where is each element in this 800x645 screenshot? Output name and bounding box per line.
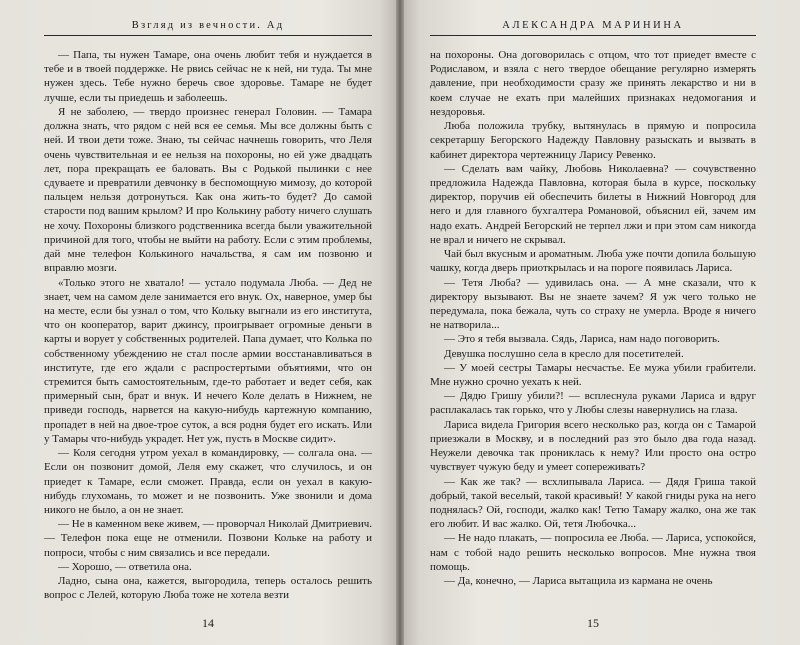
paragraph: «Только этого не хватало! — устало подумала Люба. — Дед не знает, чем на самом деле занимается его внук. Ох, наверное, умер бы на месте, если бы узнал о том, что Кольку выгнали из его института, что он кооператор, варит джинсу, проигрывает огромные деньги в карты и ворует у собственных родителей. Папа думает, что Колька по собственному убеждению не стал после армии восстанавливаться в институте, где его ждали с распростертыми объятиями, что он стремится быть самостоятельным, где-то работает и ведет себя, как примерный сын, брат и внук. И нечего Коле делать в Нижнем, не приведи господь, нарвется на какую-нибудь картежную компанию, пропадет в ней на двое-трое суток, а вся родня будет его искать. Или у Тамары что-нибудь украдет. Нет уж, пусть в Москве сидит».	[44, 276, 372, 445]
paragraph: Девушка послушно села в кресло для посетителей.	[444, 347, 684, 360]
paragraph: Ладно, сына она, кажется, выгородила, теперь осталось решить вопрос с Лелей, которую Люба тоже не хотела везти	[44, 575, 372, 602]
left-page-text	[44, 48, 372, 603]
right-running-header: АЛЕКСАНДРА МАРИНИНА	[430, 20, 756, 36]
paragraph: — Как же так? — всхлипывала Лариса. — Дядя Гриша такой добрый, такой веселый, такой красивый! У какой гниды рука на него поднялась? Ой, господи, жалко как! Тетю Тамару жалко, она же так его любит. И вас жалко. Ой, тетя Любочка...	[430, 475, 756, 531]
paragraph: — Сделать вам чайку, Любовь Николаевна? — сочувственно предложила Надежда Павловна, которая была в курсе, поскольку директор, поручив ей обеспечить билеты в Нижний Новгород для него и для главного бухгалтера Романовой, объяснил ей, зачем им надо ехать. Андрей Бегорский не терпел лжи и при этом сам никогда не врал и ничего не скрывал.	[430, 162, 756, 246]
paragraph: на похороны. Она договорилась с отцом, что тот приедет вместе с Родиславом, и взяла с него твердое обещание регулярно измерять давление, при необходимости сразу же принять лекарство и ни в коем случае не ехать при малейших признаках недомогания и нездоровья.	[430, 49, 756, 118]
paragraph: — Хорошо, — ответила она.	[58, 560, 192, 573]
paragraph: — Дядю Гришу убили?! — всплеснула руками Лариса и вдруг расплакалась так горько, что у Любы слезы навернулись на глаза.	[430, 390, 756, 417]
right-page	[400, 0, 800, 645]
left-page-number: 14	[202, 616, 214, 630]
paragraph: Я не заболею, — твердо произнес генерал Головин. — Тамара должна знать, что рядом с ней вся ее семья. Мы все должны быть с ней. И твои дети тоже. Знаю, ты сейчас начнешь говорить, что Леля очень чувствительная и ее нельзя на похороны, но ей уже двадцать лет, пора прекращать ее баловать. Вы с Родькой пылинки с нее сдуваете и превратили девчонку в беспомощную мимозу, до которой пальцем нельзя дотронуться. Как она жить-то будет? До самой старости под вашим крылом? И про Колькину работу ничего слушать не хочу. Похороны близкого родственника всегда были уважительной причиной для того, чтобы не выйти на работу. Если с этим проблемы, дай мне телефон Колькиного начальства, я сам им позвоню и вправлю мозги.	[44, 105, 372, 275]
paragraph: Люба положила трубку, вытянулась в прямую и попросила секретаршу Бегорского Надежду Павловну разыскать и вызвать в кабинет директора чертежницу Ларису Ревенко.	[430, 120, 756, 161]
left-running-header: Взгляд из вечности. Ад	[44, 20, 372, 36]
paragraph: — Коля сегодня утром уехал в командировку, — солгала она. — Если он позвонит домой, Леля ему скажет, что случилось, и он приедет к Тамаре, если сможет. Правда, если он уехал в какую-нибудь глухомань, то может и не позвонить. Уже звонили и дома никого не было, а он не знает.	[44, 447, 372, 516]
paragraph: — Да, конечно, — Лариса вытащила из кармана не очень	[444, 575, 713, 588]
paragraph: — У моей сестры Тамары несчастье. Ее мужа убили грабители. Мне нужно срочно уехать к ней.	[430, 361, 756, 389]
paragraph: — Это я тебя вызвала. Сядь, Лариса, нам надо поговорить.	[444, 333, 720, 346]
paragraph: — Тетя Люба? — удивилась она. — А мне сказали, что к директору вызывают. Вы не знаете зачем? Я уж чего только не передумала, пока бежала, чуть со страху не умерла. Вроде я ничего не натворила...	[430, 276, 756, 332]
book-gutter	[396, 0, 404, 645]
paragraph: Лариса видела Григория всего несколько раз, когда он с Тамарой приезжали в Москву, и в последний раз это было два года назад. Неужели девочка так прониклась к нему? Или просто она остро чувствует чужую беду и умеет сопереживать?	[430, 418, 756, 474]
paragraph: — Не надо плакать, — попросила ее Люба. — Лариса, успокойся, нам с тобой надо решить несколько вопросов. Мне нужна твоя помощь.	[430, 532, 756, 573]
right-page-text	[430, 48, 756, 588]
right-page-number: 15	[587, 616, 599, 630]
paragraph: — Папа, ты нужен Тамаре, она очень любит тебя и нуждается в тебе и в твоей поддержке. Не рвись сейчас не к ней, ни туда. Ты мне нужен здесь. Тебе нужно беречь свое здоровье. Тамаре не будет лучше, если ты приедешь и заболеешь.	[44, 49, 372, 104]
paragraph: Чай был вкусным и ароматным. Люба уже почти допила большую чашку, когда дверь приоткрылась и на пороге появилась Лариса.	[430, 248, 756, 275]
paragraph: — Не в каменном веке живем, — проворчал Николай Дмитриевич. — Телефон пока еще не отменили. Позвони Кольке на работу и попроси, чтобы с ним связались и все передали.	[44, 518, 372, 559]
